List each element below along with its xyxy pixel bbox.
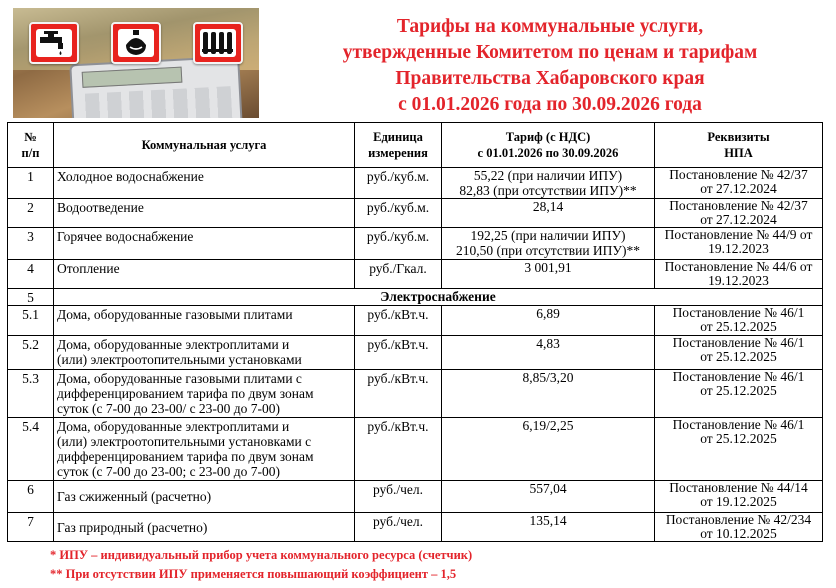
title-line: с 01.01.2026 года по 30.09.2026 года bbox=[398, 94, 702, 115]
section-number: 5 bbox=[8, 289, 54, 306]
row-document: Постановление № 46/1 от 25.12.2025 bbox=[655, 370, 823, 418]
page-title bbox=[290, 14, 810, 118]
row-number: 5.4 bbox=[8, 418, 54, 481]
row-number: 7 bbox=[8, 513, 54, 542]
row-tariff: 4,83 bbox=[442, 336, 655, 370]
calculator-illustration bbox=[69, 56, 242, 118]
row-number: 1 bbox=[8, 168, 54, 199]
title-line: утвержденные Комитетом по ценам и тарифам bbox=[342, 42, 758, 63]
row-number: 5.1 bbox=[8, 306, 54, 336]
row-document: Постановление № 42/234 от 10.12.2025 bbox=[655, 513, 823, 542]
row-service: Дома, оборудованные газовыми плитами bbox=[54, 306, 355, 336]
calculator-keys bbox=[81, 86, 233, 118]
row-number: 4 bbox=[8, 260, 54, 289]
row-unit: руб./куб.м. bbox=[355, 199, 442, 228]
row-document: Постановление № 44/14 от 19.12.2025 bbox=[655, 481, 823, 513]
header-num: № п/п bbox=[8, 123, 54, 168]
header-tariff: Тариф (с НДС) с 01.01.2026 по 30.09.2026 bbox=[442, 123, 655, 168]
table-row bbox=[8, 370, 823, 418]
table-row bbox=[8, 168, 823, 199]
table-row bbox=[8, 199, 823, 228]
title-line: Правительства Хабаровского края bbox=[395, 68, 705, 89]
row-number: 5.3 bbox=[8, 370, 54, 418]
row-number: 5.2 bbox=[8, 336, 54, 370]
header-banner-image bbox=[13, 8, 259, 118]
row-service: Горячее водоснабжение bbox=[54, 228, 355, 260]
footnote-ipu: * ИПУ – индивидуальный прибор учета коммунального ресурса (счетчик) bbox=[50, 548, 473, 562]
row-service: Дома, оборудованные газовыми плитами с дифференцированием тарифа по двум зонам суток (с 7-00 до 23-00/ с 23-00 до 7-00) bbox=[54, 370, 355, 418]
row-document: Постановление № 46/1 от 25.12.2025 bbox=[655, 336, 823, 370]
row-unit: руб./кВт.ч. bbox=[355, 336, 442, 370]
row-document: Постановление № 46/1 от 25.12.2025 bbox=[655, 306, 823, 336]
section-label: Электроснабжение bbox=[54, 289, 823, 306]
footnote-coefficient: ** При отсутствии ИПУ применяется повышающий коэффициент – 1,5 bbox=[50, 567, 457, 581]
header-service: Коммунальная услуга bbox=[54, 123, 355, 168]
row-number: 3 bbox=[8, 228, 54, 260]
row-unit: руб./чел. bbox=[355, 513, 442, 542]
row-document: Постановление № 42/37 от 27.12.2024 bbox=[655, 168, 823, 199]
table-row bbox=[8, 418, 823, 481]
row-document: Постановление № 44/9 от 19.12.2023 bbox=[655, 228, 823, 260]
row-document: Постановление № 44/6 от 19.12.2023 bbox=[655, 260, 823, 289]
row-service: Дома, оборудованные электроплитами и (или) электроотопительными установками с дифференцированием тарифа по двум зонам суток (с 7-00 до 23-00; с 23-00 до 7-00) bbox=[54, 418, 355, 481]
table-row bbox=[8, 260, 823, 289]
row-unit: руб./куб.м. bbox=[355, 168, 442, 199]
title-line: Тарифы на коммунальные услуги, bbox=[396, 16, 704, 37]
row-service: Газ сжиженный (расчетно) bbox=[54, 481, 355, 513]
row-unit: руб./кВт.ч. bbox=[355, 370, 442, 418]
row-document: Постановление № 42/37 от 27.12.2024 bbox=[655, 199, 823, 228]
row-tariff: 3 001,91 bbox=[442, 260, 655, 289]
row-unit: руб./куб.м. bbox=[355, 228, 442, 260]
table-row bbox=[8, 481, 823, 513]
row-tariff: 557,04 bbox=[442, 481, 655, 513]
row-number: 6 bbox=[8, 481, 54, 513]
radiator-icon bbox=[193, 22, 243, 64]
row-unit: руб./кВт.ч. bbox=[355, 418, 442, 481]
header-document: Реквизиты НПА bbox=[655, 123, 823, 168]
calculator-screen bbox=[82, 67, 183, 88]
row-tariff: 55,22 (при наличии ИПУ) 82,83 (при отсутствии ИПУ)** bbox=[442, 168, 655, 199]
row-number: 2 bbox=[8, 199, 54, 228]
header-unit: Единица измерения bbox=[355, 123, 442, 168]
row-service: Водоотведение bbox=[54, 199, 355, 228]
row-tariff: 6,89 bbox=[442, 306, 655, 336]
row-service: Дома, оборудованные электроплитами и (или) электроотопительными установками bbox=[54, 336, 355, 370]
row-unit: руб./чел. bbox=[355, 481, 442, 513]
table-row bbox=[8, 306, 823, 336]
row-service: Холодное водоснабжение bbox=[54, 168, 355, 199]
section-row bbox=[8, 289, 823, 306]
row-unit: руб./кВт.ч. bbox=[355, 306, 442, 336]
row-tariff: 8,85/3,20 bbox=[442, 370, 655, 418]
footnotes bbox=[50, 546, 472, 584]
row-tariff: 28,14 bbox=[442, 199, 655, 228]
row-service: Отопление bbox=[54, 260, 355, 289]
light-bulb-icon bbox=[111, 22, 161, 64]
row-tariff: 192,25 (при наличии ИПУ) 210,50 (при отсутствии ИПУ)** bbox=[442, 228, 655, 260]
row-document: Постановление № 46/1 от 25.12.2025 bbox=[655, 418, 823, 481]
tariffs-table bbox=[7, 122, 823, 542]
table-row bbox=[8, 336, 823, 370]
row-service: Газ природный (расчетно) bbox=[54, 513, 355, 542]
table-row bbox=[8, 513, 823, 542]
row-tariff: 135,14 bbox=[442, 513, 655, 542]
table-row bbox=[8, 228, 823, 260]
table-header-row bbox=[8, 123, 823, 168]
row-tariff: 6,19/2,25 bbox=[442, 418, 655, 481]
row-unit: руб./Гкал. bbox=[355, 260, 442, 289]
water-tap-icon bbox=[29, 22, 79, 64]
